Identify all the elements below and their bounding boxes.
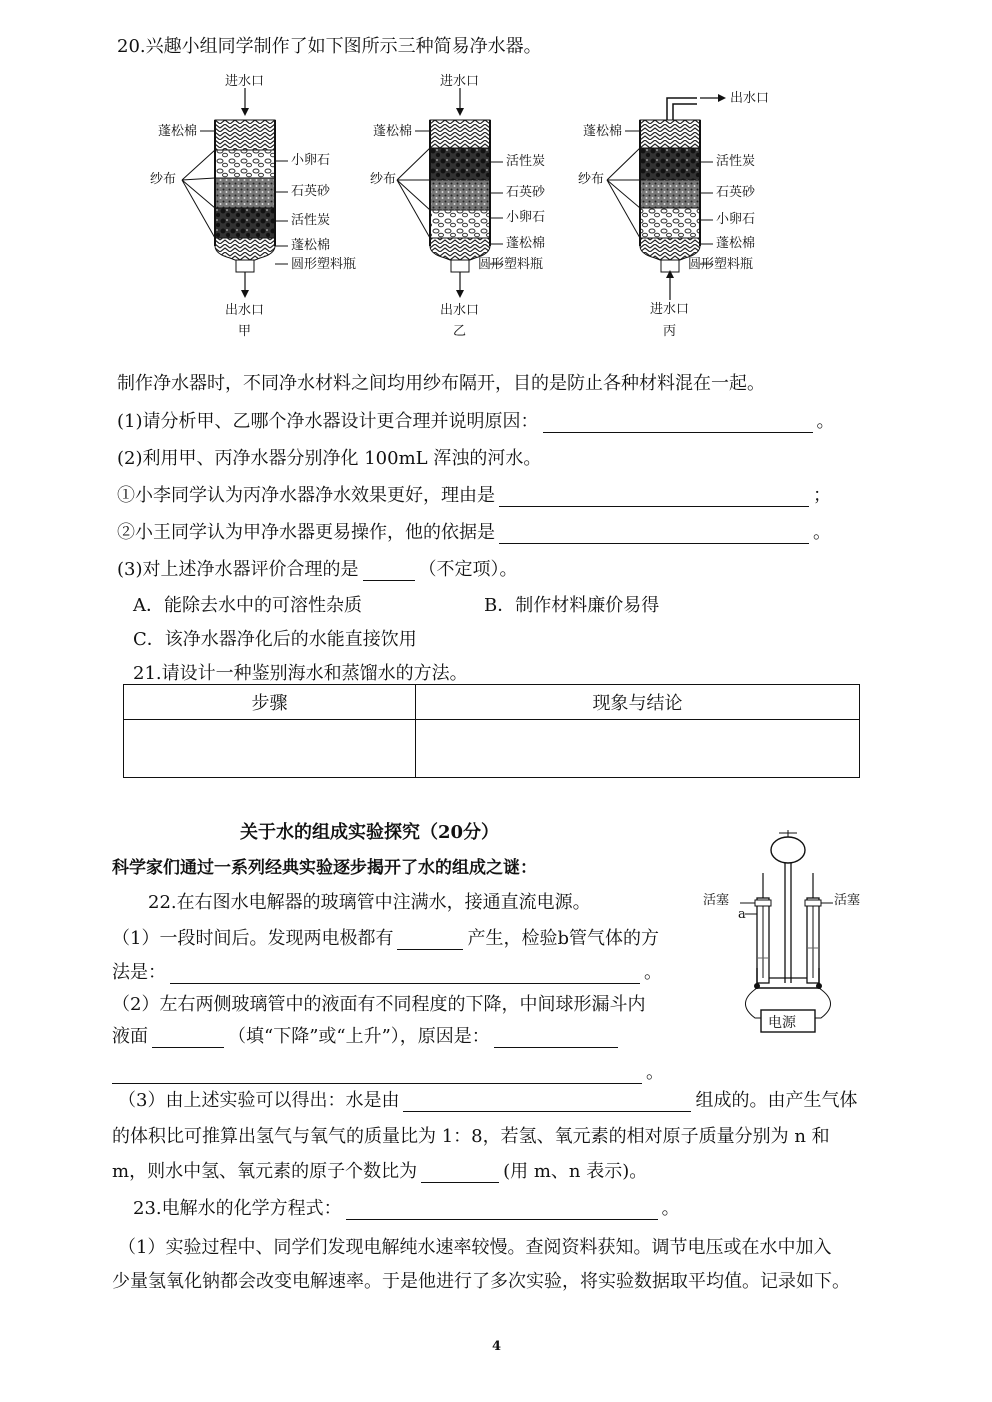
q20-part2a-blank[interactable]: [499, 488, 809, 507]
q22-part3c-cont: (用 m、n 表示)。: [503, 1161, 648, 1182]
q22-part1: [112, 928, 659, 950]
q22-part3: [118, 1090, 857, 1112]
q22-part3c: [112, 1161, 647, 1183]
q22-part1b: 法是： 。: [112, 962, 662, 983]
q22-part2c: 。: [112, 1062, 664, 1084]
q22-part1-text: （1）一段时间后。发现两电极都有: [112, 928, 394, 949]
yi-layer-3: 小卵石: [506, 210, 546, 225]
jia-outlet: 出水口: [225, 303, 265, 318]
left-valve-label: 活塞: [703, 893, 730, 908]
bing-top-label: 蓬松棉: [583, 124, 623, 139]
q22-part2b-text: 液面: [112, 1026, 148, 1047]
q21-title: 21.请设计一种鉴别海水和蒸馏水的方法。: [133, 663, 468, 684]
right-valve-label: 活塞: [834, 893, 861, 908]
q22-part2-blank1[interactable]: [152, 1029, 224, 1048]
q20-part2a-text: ①小李同学认为丙净水器净水效果更好，理由是: [117, 485, 495, 506]
jia-layer-3: 活性炭: [291, 213, 331, 228]
jia-name: 甲: [238, 324, 252, 339]
q23-part1: （1）实验过程中、同学们发现电解纯水速率较慢。查阅资料获知。调节电压或在水中加入: [118, 1237, 832, 1258]
yi-layer-1: 活性炭: [506, 154, 546, 169]
yi-bottle-label: 圆形塑料瓶: [478, 257, 544, 272]
q20-part2b-text: ②小王同学认为甲净水器更易操作，他的依据是: [117, 522, 495, 543]
q22-part1-blank1[interactable]: [397, 931, 463, 950]
q22-part2: （2）左右两侧玻璃管中的液面有不同程度的下降，中间球形漏斗内: [112, 994, 646, 1015]
q22-title: 22.在右图水电解器的玻璃管中注满水，接通直流电源。: [148, 892, 591, 913]
jia-layer-1: 小卵石: [291, 153, 331, 168]
q20-part1-text: (1)请分析甲、乙哪个净水器设计更合理并说明原因：: [117, 411, 539, 432]
bing-layer-2: 石英砂: [716, 185, 756, 200]
bing-outlet: 出水口: [730, 91, 770, 106]
bing-bottle-label: 圆形塑料瓶: [688, 257, 754, 272]
yi-inlet: 进水口: [440, 74, 480, 89]
yi-top-label: 蓬松棉: [373, 124, 413, 139]
yi-gauze-label: 纱布: [370, 172, 397, 187]
q20-part1-blank[interactable]: [543, 414, 813, 433]
q20-part3-blank[interactable]: [363, 562, 415, 581]
jia-bottle-label: 圆形塑料瓶: [291, 257, 357, 272]
option-b: B．制作材料廉价易得: [484, 595, 660, 616]
jia-gauze-label: 纱布: [150, 172, 177, 187]
q21-cell-result[interactable]: [416, 720, 860, 778]
yi-name: 乙: [453, 324, 467, 339]
tube-a-label: a: [738, 907, 746, 922]
bing-gauze-label: 纱布: [578, 172, 605, 187]
q22-part3-blank2[interactable]: [421, 1164, 499, 1183]
jia-inlet: 进水口: [225, 74, 265, 89]
option-c: C．该净水器净化后的水能直接饮用: [133, 629, 417, 650]
q20-part3: [117, 559, 518, 581]
q22-part2b-cont: （填“下降”或“上升”），原因是：: [228, 1026, 490, 1047]
bing-name: 丙: [663, 324, 677, 339]
q20-part2a: ①小李同学认为丙净水器净水效果更好，理由是 ；: [117, 485, 831, 506]
jia-top-label: 蓬松棉: [158, 124, 198, 139]
q22-part1-blank2[interactable]: [170, 965, 640, 984]
section-intro: 科学家们通过一系列经典实验逐步揭开了水的组成之谜：: [112, 858, 537, 878]
q20-part1: (1)请分析甲、乙哪个净水器设计更合理并说明原因： 。: [117, 411, 835, 432]
q22-part2-blank2[interactable]: [494, 1029, 618, 1048]
q23-part1b: 少量氢氧化钠都会改变电解速率。于是他进行了多次实验，将实验数据取平均值。记录如下。: [112, 1271, 850, 1292]
q21-header-result: 现象与结论: [416, 685, 860, 720]
bing-bottom-label: 蓬松棉: [716, 236, 756, 251]
bing-layer-3: 小卵石: [716, 212, 756, 227]
q22-part3b: 的体积比可推算出氢气与氧气的质量比为 1：8，若氢、氧元素的相对原子质量分别为 n 和: [112, 1126, 830, 1147]
section-title: 关于水的组成实验探究（20分）: [240, 822, 500, 843]
q23-title-line: 23.电解水的化学方程式： 。: [133, 1198, 680, 1219]
electrolysis-apparatus: [695, 828, 895, 1038]
q22-part1b-text: 法是：: [112, 962, 166, 983]
q20-part2b: ②小王同学认为甲净水器更易操作，他的依据是 。: [117, 522, 831, 543]
option-a: A．能除去水中的可溶性杂质: [133, 595, 362, 616]
q22-part1-cont: 产生，检验b管气体的方: [467, 928, 659, 949]
yi-outlet: 出水口: [440, 303, 480, 318]
q20-title: 20.兴趣小组同学制作了如下图所示三种简易净水器。: [117, 36, 542, 57]
q20-part3-text: (3)对上述净水器评价合理的是: [117, 559, 359, 580]
yi-layer-2: 石英砂: [506, 185, 546, 200]
jia-layer-2: 石英砂: [291, 184, 331, 199]
q22-part3-cont: 组成的。由产生气体: [695, 1090, 858, 1111]
q23-title: 23.电解水的化学方程式：: [133, 1198, 342, 1219]
q21-table: [123, 684, 860, 778]
q20-part3-suffix: （不定项）。: [418, 559, 518, 580]
q20-part2b-blank[interactable]: [499, 525, 809, 544]
jia-bottom-label: 蓬松棉: [291, 238, 331, 253]
bing-layer-1: 活性炭: [716, 154, 756, 169]
power-supply-label: 电源: [768, 1015, 796, 1031]
q21-cell-steps[interactable]: [124, 720, 416, 778]
page-number: 4: [492, 1339, 502, 1354]
q23-equation-blank[interactable]: [346, 1201, 658, 1220]
q20-part2: (2)利用甲、丙净水器分别净化 100mL 浑浊的河水。: [117, 448, 542, 469]
yi-bottom-label: 蓬松棉: [506, 236, 546, 251]
q21-header-steps: 步骤: [124, 685, 416, 720]
q22-part3-blank1[interactable]: [403, 1093, 691, 1112]
q22-part2b: [112, 1026, 622, 1048]
q22-part3-text: （3）由上述实验可以得出：水是由: [118, 1090, 400, 1111]
q20-intro: 制作净水器时，不同净水材料之间均用纱布隔开，目的是防止各种材料混在一起。: [117, 373, 765, 394]
bing-inlet: 进水口: [650, 302, 690, 317]
device-jia: [182, 88, 288, 298]
q22-part2-blank3[interactable]: [112, 1065, 642, 1084]
q22-part3c-text: m，则水中氢、氧元素的原子个数比为: [112, 1161, 418, 1182]
